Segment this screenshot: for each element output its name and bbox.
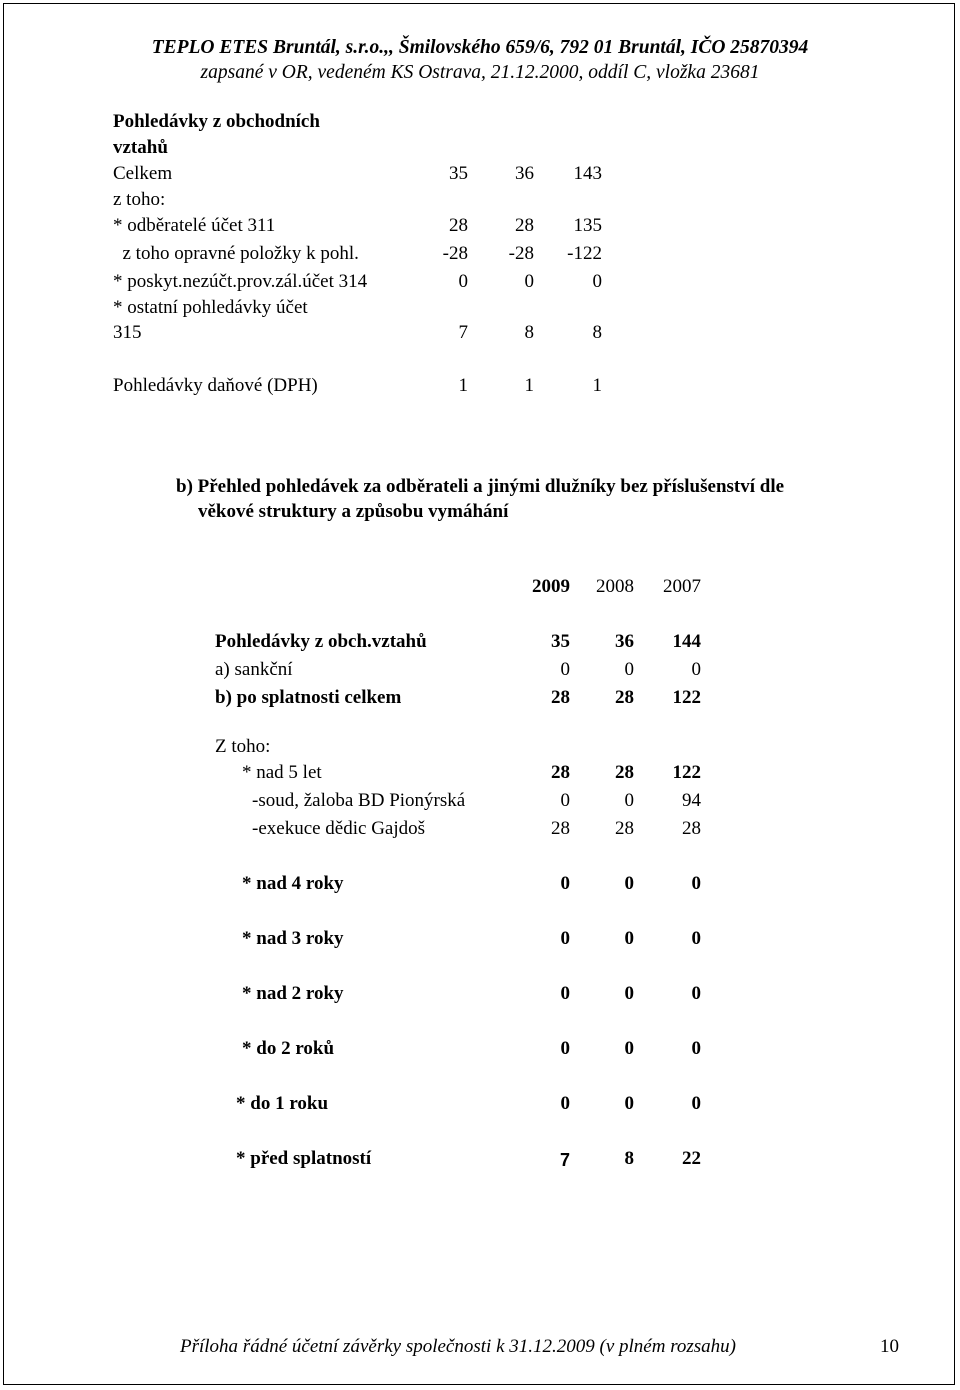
row-value: 122 <box>672 687 701 708</box>
row-label: * nad 5 let <box>242 762 322 783</box>
page-border <box>3 3 955 1385</box>
row-label: 315 <box>113 322 142 343</box>
row-value: 8 <box>524 322 534 343</box>
row-value: 28 <box>682 818 701 839</box>
row-label: z toho: <box>113 189 166 210</box>
row-value: 28 <box>515 215 534 236</box>
row-value: 35 <box>449 163 468 184</box>
row-value: 0 <box>691 873 701 894</box>
row-value: 144 <box>672 631 701 652</box>
row-value: 0 <box>691 1038 701 1059</box>
section-a-title-line1: Pohledávky z obchodních <box>113 111 320 132</box>
row-value: 28 <box>615 687 634 708</box>
row-label: * odběratelé účet 311 <box>113 215 276 236</box>
row-value: 8 <box>624 1148 634 1169</box>
row-value: 0 <box>560 790 570 811</box>
row-value: 0 <box>560 1038 570 1059</box>
row-label: -soud, žaloba BD Pionýrská <box>252 790 466 811</box>
year-header: 2007 <box>663 576 701 597</box>
row-value: 0 <box>624 659 634 680</box>
row-label: * do 1 roku <box>236 1093 329 1114</box>
row-value: 1 <box>458 375 468 396</box>
row-value: 122 <box>672 762 701 783</box>
row-label: Pohledávky daňové (DPH) <box>113 375 318 396</box>
row-value: 0 <box>624 873 634 894</box>
section-b-title-line1: b) Přehled pohledávek za odběrateli a jinými dlužníky bez příslušenství dle <box>176 476 785 497</box>
row-label: a) sankční <box>215 659 293 680</box>
row-label: * nad 3 roky <box>242 928 344 949</box>
row-value: 28 <box>551 818 570 839</box>
company-header-line1: TEPLO ETES Bruntál, s.r.o.,, Šmilovského 659/6, 792 01 Bruntál, IČO 25870394 <box>151 37 809 58</box>
row-value: 28 <box>551 687 570 708</box>
row-label: * ostatní pohledávky účet <box>113 297 308 318</box>
row-value: 0 <box>691 983 701 1004</box>
year-header: 2009 <box>532 576 570 597</box>
row-label: Z toho: <box>215 736 271 757</box>
row-value: 28 <box>615 818 634 839</box>
row-label: * nad 4 roky <box>242 873 344 894</box>
row-value: 0 <box>624 928 634 949</box>
row-value: -28 <box>442 243 468 264</box>
footer-text: Příloha řádné účetní závěrky společnosti k 31.12.2009 (v plném rozsahu) <box>180 1336 737 1357</box>
row-value: 8 <box>592 322 602 343</box>
row-value: 1 <box>592 375 602 396</box>
row-label: z toho opravné položky k pohl. <box>113 243 359 264</box>
row-value: 28 <box>615 762 634 783</box>
row-value: 0 <box>592 271 602 292</box>
page-number: 10 <box>880 1336 899 1357</box>
row-value: 0 <box>691 659 701 680</box>
row-value: 0 <box>560 928 570 949</box>
row-value: 0 <box>691 928 701 949</box>
row-label: Pohledávky z obch.vztahů <box>215 631 427 652</box>
row-value: 0 <box>560 983 570 1004</box>
row-label: * nad 2 roky <box>242 983 344 1004</box>
row-value: 0 <box>560 659 570 680</box>
row-value: 135 <box>573 215 602 236</box>
company-header-line2: zapsané v OR, vedeném KS Ostrava, 21.12.2000, oddíl C, vložka 23681 <box>200 62 760 83</box>
row-value: 22 <box>682 1148 701 1169</box>
row-value: 0 <box>560 873 570 894</box>
row-value: -122 <box>567 243 602 264</box>
row-value: -28 <box>508 243 534 264</box>
row-value: 94 <box>682 790 701 811</box>
row-value: 0 <box>524 271 534 292</box>
row-value: 0 <box>458 271 468 292</box>
row-value: 28 <box>449 215 468 236</box>
row-value: 0 <box>624 983 634 1004</box>
row-value: 28 <box>551 762 570 783</box>
section-b-title-line2: věkové struktury a způsobu vymáhání <box>198 501 509 522</box>
row-value: 35 <box>551 631 570 652</box>
row-value: 0 <box>560 1093 570 1114</box>
row-value: 0 <box>691 1093 701 1114</box>
row-label: -exekuce dědic Gajdoš <box>252 818 426 839</box>
year-header: 2008 <box>596 576 634 597</box>
row-value: 0 <box>624 1038 634 1059</box>
row-value: 7 <box>458 322 468 343</box>
section-a-title-line2: vztahů <box>113 137 168 158</box>
row-value: 0 <box>624 790 634 811</box>
row-value: 36 <box>615 631 634 652</box>
row-label: * poskyt.nezúčt.prov.zál.účet 314 <box>113 271 368 292</box>
row-value: 36 <box>515 163 534 184</box>
row-label: Celkem <box>113 163 173 184</box>
row-label: b) po splatnosti celkem <box>215 687 402 708</box>
row-label: * před splatností <box>236 1148 372 1169</box>
row-value: 7 <box>559 1150 570 1170</box>
row-value: 0 <box>624 1093 634 1114</box>
row-value: 1 <box>524 375 534 396</box>
row-value: 143 <box>573 163 602 184</box>
row-label: * do 2 roků <box>242 1038 335 1059</box>
